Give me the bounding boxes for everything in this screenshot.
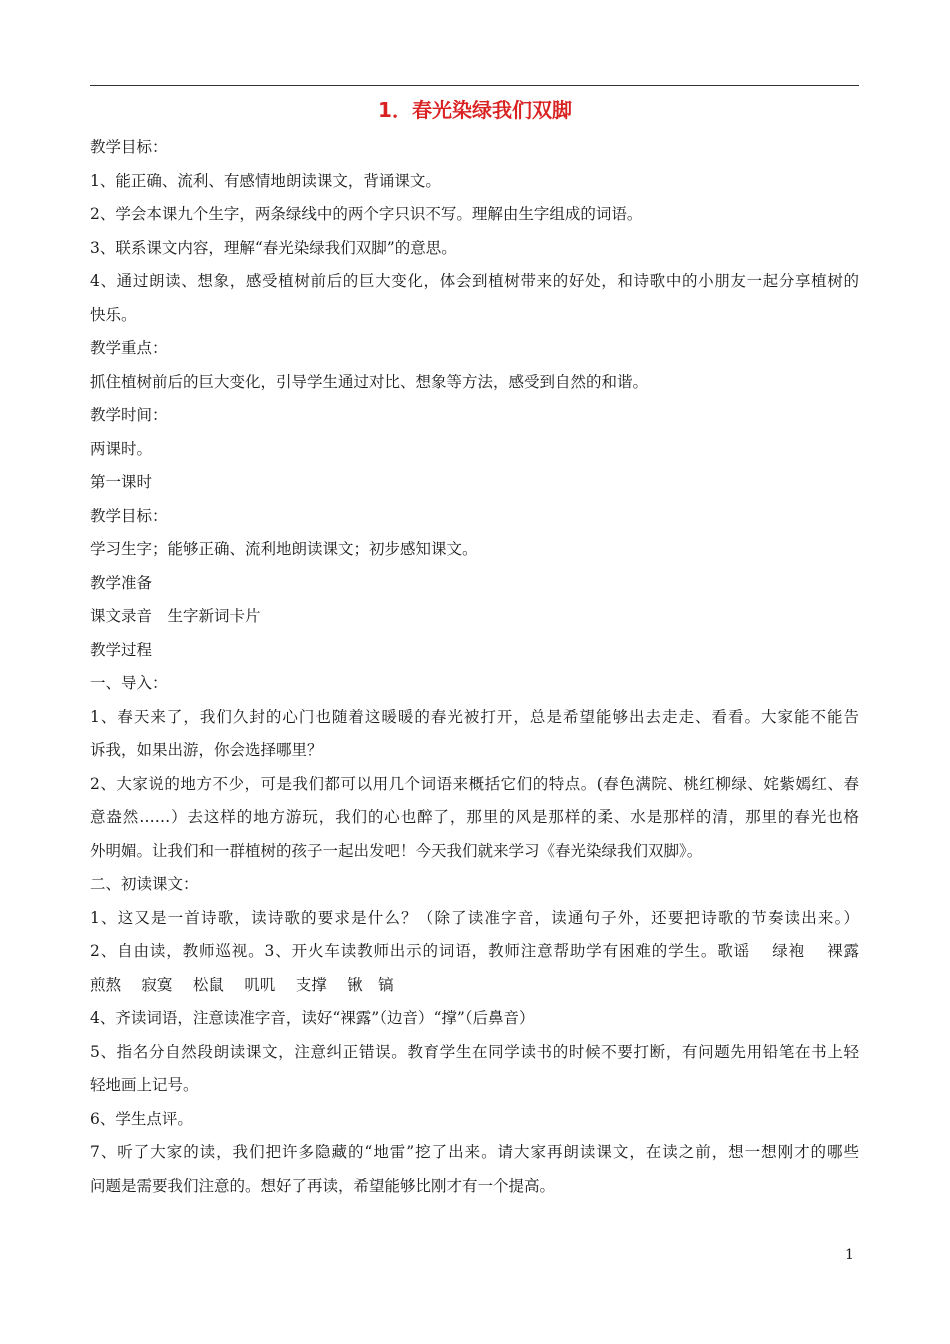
- text-line: 诉我，如果出游，你会选择哪里？: [90, 741, 323, 759]
- text-line: 煎熬 寂寞 松鼠 叽叽 支撑 锹 镐: [90, 975, 394, 994]
- text-line: 2、大家说的地方不少，可是我们都可以用几个词语来概括它们的特点。(春色满院、桃红柳绿、姹紫嫣红、春: [90, 774, 859, 793]
- page-number: 1: [845, 1247, 854, 1263]
- text-line: 5、指名分自然段朗读课文，注意纠正错误。教育学生在同学读书的时候不要打断，有问题先用铅笔在书上轻: [90, 1042, 859, 1061]
- text-line: 学习生字；能够正确、流利地朗读课文；初步感知课文。: [90, 540, 478, 558]
- lesson-title: 1．春光染绿我们双脚: [378, 98, 572, 122]
- text-line: 1、这又是一首诗歌，读诗歌的要求是什么？（除了读准字音，读通句子外，还要把诗歌的节奏读出来。）: [90, 908, 859, 927]
- text-line: 教学准备: [90, 573, 153, 592]
- text-line: 问题是需要我们注意的。想好了再读，希望能够比刚才有一个提高。: [90, 1176, 556, 1195]
- text-line: 两课时。: [90, 439, 153, 458]
- text-line: 抓住植树前后的巨大变化，引导学生通过对比、想象等方法，感受到自然的和谐。: [90, 372, 649, 391]
- text-line: 教学目标：: [90, 506, 168, 525]
- text-line: 2、学会本课九个生字，两条绿线中的两个字只识不写。理解由生字组成的词语。: [90, 205, 643, 223]
- text-line: 二、初读课文：: [90, 875, 199, 893]
- header-rule: [90, 85, 859, 86]
- text-line: 外明媚。让我们和一群植树的孩子一起出发吧！今天我们就来学习《春光染绿我们双脚》。: [90, 841, 703, 860]
- text-line: 教学过程: [90, 640, 153, 659]
- text-line: 教学重点：: [90, 339, 168, 357]
- text-line: 1、能正确、流利、有感情地朗读课文，背诵课文。: [90, 171, 441, 190]
- text-line: 4、齐读词语，注意读准字音，读好“裸露”（边音）“撑”（后鼻音）: [90, 1009, 535, 1027]
- text-line: 快乐。: [90, 305, 137, 324]
- text-line: 轻地画上记号。: [90, 1076, 199, 1094]
- text-line: 教学目标：: [90, 138, 168, 156]
- text-line: 2、自由读，教师巡视。3、开火车读教师出示的词语，教师注意帮助学有困难的学生。歌谣 绿袍 裸露: [90, 942, 859, 960]
- text-line: 课文录音 生字新词卡片: [90, 607, 261, 625]
- text-line: 6、学生点评。: [90, 1109, 193, 1128]
- text-line: 7、听了大家的读，我们把许多隐藏的“地雷”挖了出来。请大家再朗读课文，在读之前，想一想刚才的哪些: [90, 1143, 859, 1161]
- text-line: 1、春天来了，我们久封的心门也随着这暖暖的春光被打开，总是希望能够出去走走、看看。大家能不能告: [90, 707, 859, 726]
- text-line: 3、联系课文内容，理解“春光染绿我们双脚”的意思。: [90, 238, 457, 257]
- text-line: 4、通过朗读、想象，感受植树前后的巨大变化，体会到植树带来的好处，和诗歌中的小朋友一起分享植树的: [90, 272, 859, 290]
- text-line: 意盎然……）去这样的地方游玩，我们的心也醉了，那里的风是那样的柔、水是那样的清，那里的春光也格: [90, 808, 859, 826]
- text-line: 教学时间：: [90, 406, 168, 424]
- lesson-body: [90, 131, 859, 1203]
- text-line: 第一课时: [90, 473, 153, 491]
- text-line: 一、导入：: [90, 674, 168, 692]
